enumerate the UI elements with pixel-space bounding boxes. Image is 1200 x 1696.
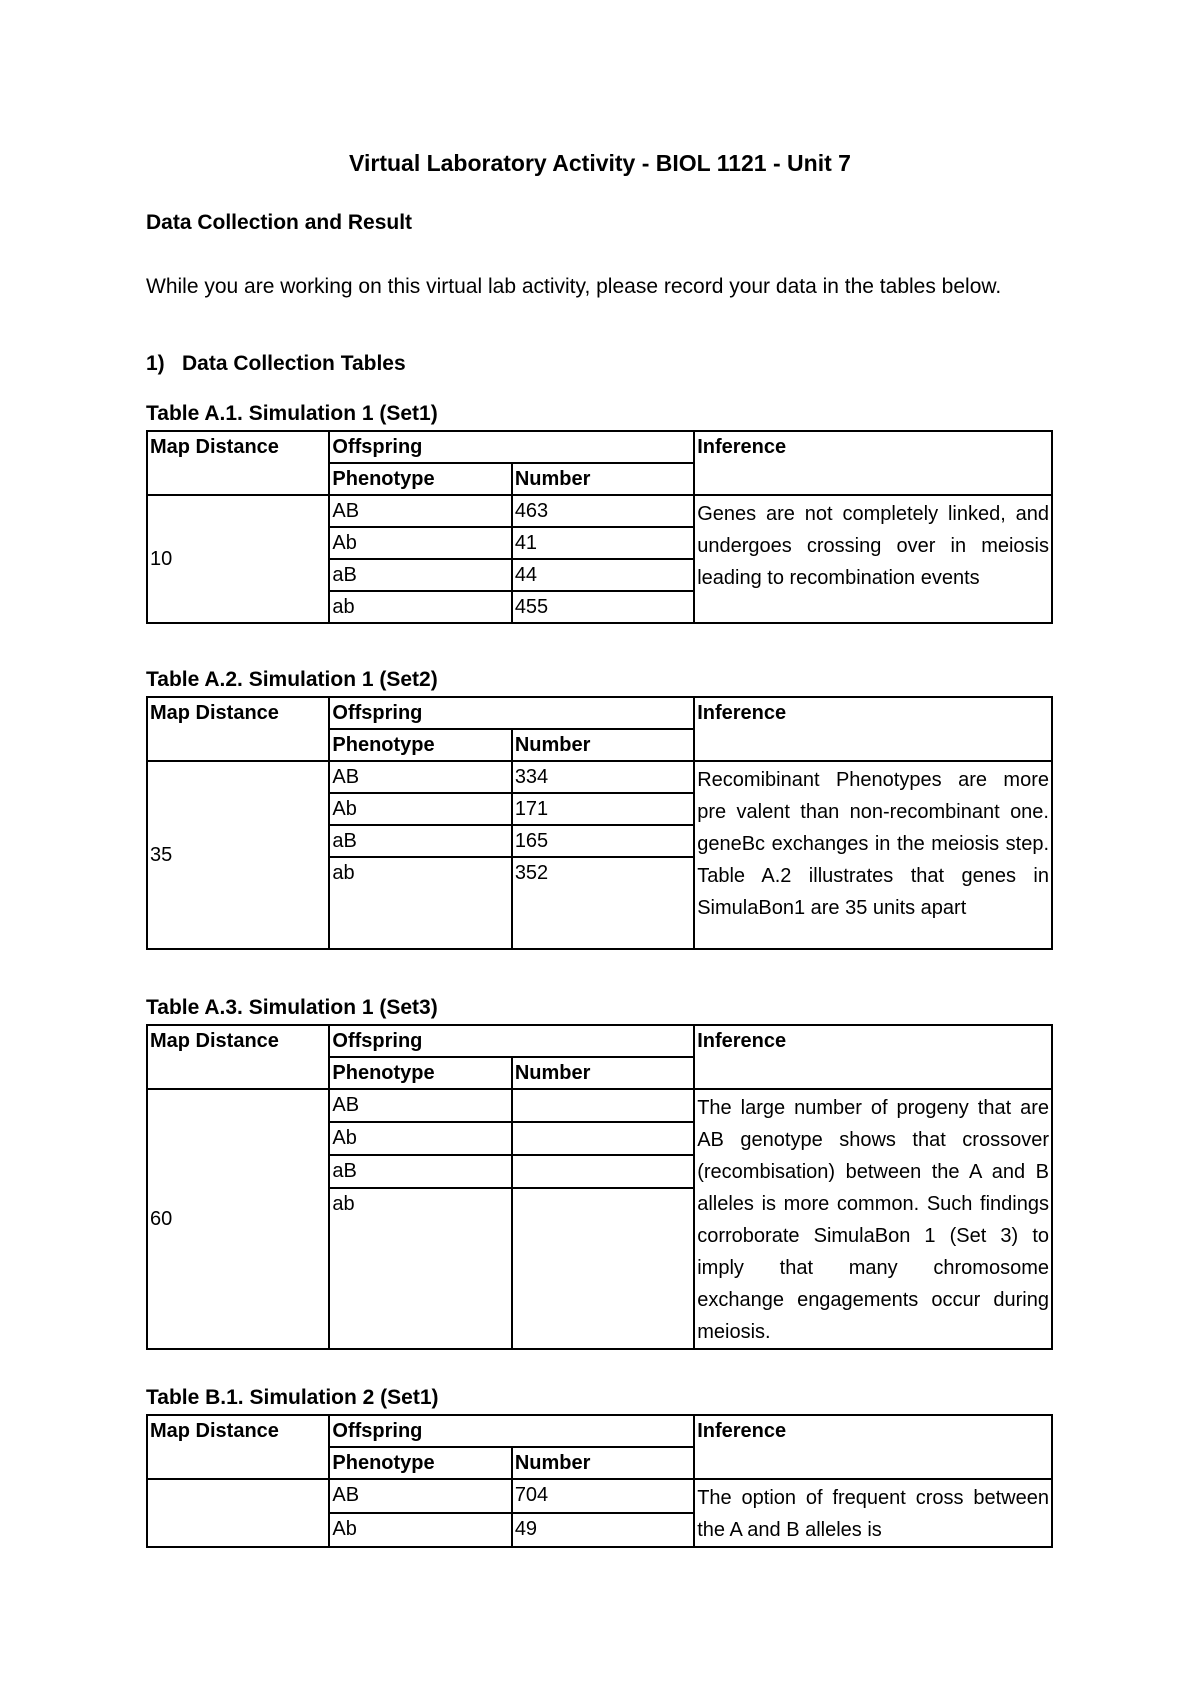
header-offspring: Offspring bbox=[329, 697, 694, 729]
phenotype-cell: AB bbox=[329, 1089, 511, 1122]
table-caption: Table A.3. Simulation 1 (Set3) bbox=[146, 996, 438, 1019]
number-cell: 352 bbox=[512, 857, 694, 949]
number-cell: 463 bbox=[512, 495, 694, 527]
header-map-distance: Map Distance bbox=[147, 431, 329, 495]
header-phenotype: Phenotype bbox=[329, 463, 511, 495]
table-caption: Table A.2. Simulation 1 (Set2) bbox=[146, 668, 438, 691]
inference-text: Genes are not completely linked, and undergoes crossing over in meiosis leading to recombination events bbox=[694, 495, 1052, 623]
header-inference: Inference bbox=[694, 697, 1052, 761]
data-table bbox=[146, 430, 1053, 624]
header-phenotype: Phenotype bbox=[329, 1447, 511, 1479]
header-number: Number bbox=[512, 729, 694, 761]
number-cell: 704 bbox=[512, 1479, 694, 1513]
number-cell bbox=[512, 1188, 694, 1349]
map-distance-value: 10 bbox=[147, 495, 329, 623]
phenotype-cell: ab bbox=[329, 591, 511, 623]
number-cell: 334 bbox=[512, 761, 694, 793]
data-table bbox=[146, 1024, 1053, 1350]
phenotype-cell: AB bbox=[329, 761, 511, 793]
header-number: Number bbox=[512, 1057, 694, 1089]
heading-number: 1) bbox=[146, 352, 165, 375]
number-cell: 49 bbox=[512, 1513, 694, 1547]
number-cell: 455 bbox=[512, 591, 694, 623]
phenotype-cell: Ab bbox=[329, 527, 511, 559]
header-number: Number bbox=[512, 463, 694, 495]
header-offspring: Offspring bbox=[329, 1415, 694, 1447]
phenotype-cell: ab bbox=[329, 857, 511, 949]
phenotype-cell: Ab bbox=[329, 1513, 511, 1547]
heading-text: Data Collection Tables bbox=[182, 352, 406, 375]
phenotype-cell: Ab bbox=[329, 1122, 511, 1155]
phenotype-cell: ab bbox=[329, 1188, 511, 1349]
document-title: Virtual Laboratory Activity - BIOL 1121 - Unit 7 bbox=[349, 150, 851, 176]
intro-paragraph: While you are working on this virtual lab activity, please record your data in the tables below. bbox=[146, 275, 1002, 298]
map-distance-value: 60 bbox=[147, 1089, 329, 1349]
number-cell bbox=[512, 1122, 694, 1155]
section-heading: Data Collection and Result bbox=[146, 211, 413, 234]
phenotype-cell: aB bbox=[329, 825, 511, 857]
number-cell: 165 bbox=[512, 825, 694, 857]
number-cell bbox=[512, 1155, 694, 1188]
header-inference: Inference bbox=[694, 1025, 1052, 1089]
phenotype-cell: AB bbox=[329, 495, 511, 527]
header-number: Number bbox=[512, 1447, 694, 1479]
inference-text: Recomibinant Phenotypes are more pre valent than non-recombinant one. geneBc exchanges in the meiosis step. Table A.2 illustrates that genes in SimulaBon1 are 35 units apart bbox=[694, 761, 1052, 949]
inference-text: The option of frequent cross between the A and B alleles is bbox=[694, 1479, 1052, 1547]
number-cell: 41 bbox=[512, 527, 694, 559]
table-caption: Table A.1. Simulation 1 (Set1) bbox=[146, 402, 438, 425]
header-inference: Inference bbox=[694, 1415, 1052, 1479]
header-offspring: Offspring bbox=[329, 1025, 694, 1057]
header-inference: Inference bbox=[694, 431, 1052, 495]
number-cell: 44 bbox=[512, 559, 694, 591]
table-caption: Table B.1. Simulation 2 (Set1) bbox=[146, 1386, 439, 1409]
header-phenotype: Phenotype bbox=[329, 729, 511, 761]
header-map-distance: Map Distance bbox=[147, 1025, 329, 1089]
data-table bbox=[146, 696, 1053, 950]
data-table bbox=[146, 1414, 1053, 1548]
phenotype-cell: AB bbox=[329, 1479, 511, 1513]
number-cell bbox=[512, 1089, 694, 1122]
header-map-distance: Map Distance bbox=[147, 1415, 329, 1479]
phenotype-cell: aB bbox=[329, 559, 511, 591]
header-offspring: Offspring bbox=[329, 431, 694, 463]
number-cell: 171 bbox=[512, 793, 694, 825]
map-distance-value bbox=[147, 1479, 329, 1547]
map-distance-value: 35 bbox=[147, 761, 329, 949]
inference-text: The large number of progeny that are AB genotype shows that crossover (recombisation) between the A and B alleles is more common. Such findings corroborate SimulaBon 1 (Set 3) to imply that many chromosome exchange engagements occur during meiosis. bbox=[694, 1089, 1052, 1349]
phenotype-cell: Ab bbox=[329, 793, 511, 825]
header-map-distance: Map Distance bbox=[147, 697, 329, 761]
header-phenotype: Phenotype bbox=[329, 1057, 511, 1089]
numbered-heading bbox=[146, 352, 406, 376]
phenotype-cell: aB bbox=[329, 1155, 511, 1188]
